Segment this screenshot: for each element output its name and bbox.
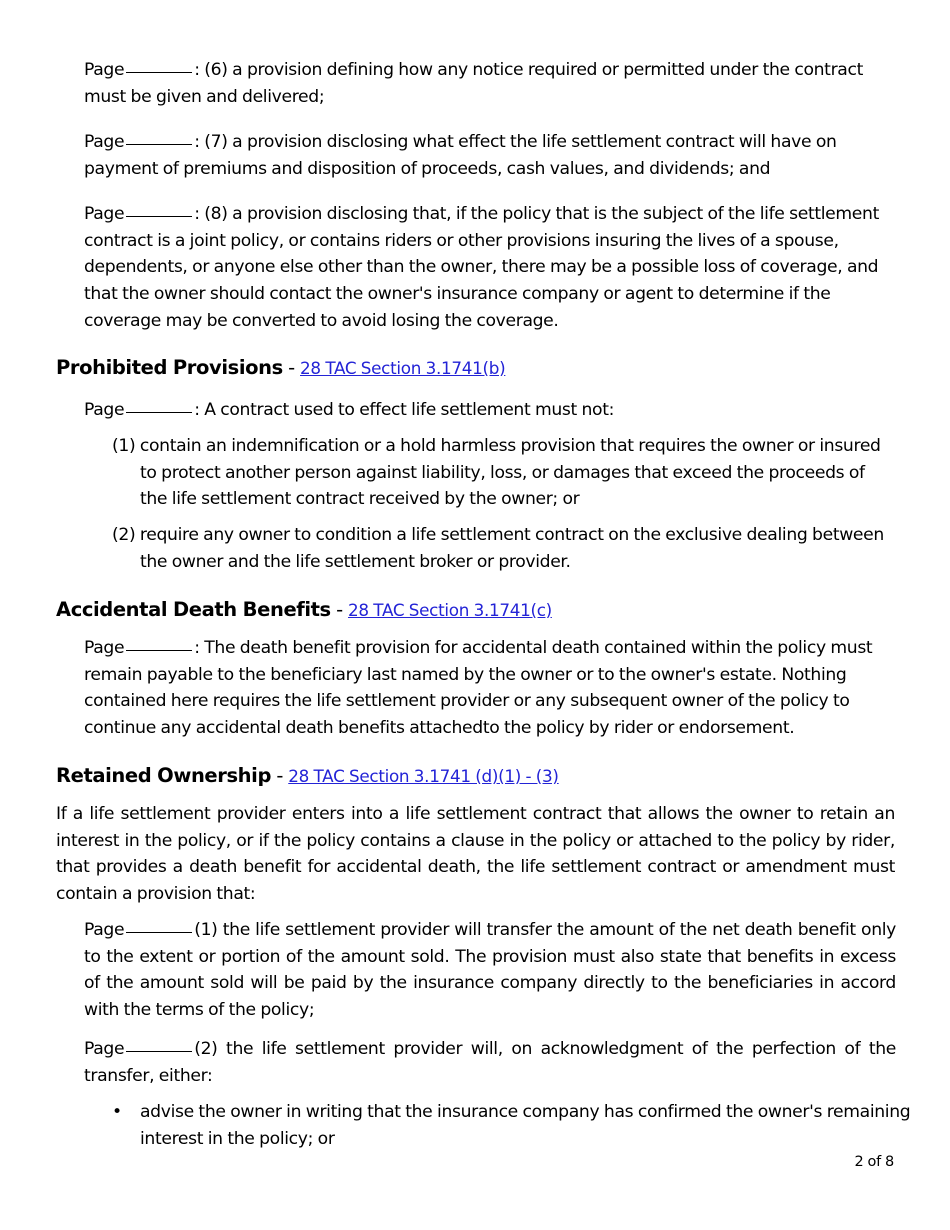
page-number: 2 of 8 [854, 1154, 894, 1170]
page-blank[interactable] [126, 411, 192, 413]
retained-intro: If a life settlement provider enters into a life settlement contract that allows the owner to retain an interest in the policy, or if the policy contains a clause in the policy or attached to the policy by rider, that provides a death benefit for accidental death, the life settlement contract or amendment must contain a provision that: [56, 804, 895, 905]
page-blank[interactable] [126, 649, 192, 651]
provision-item-6: Page : (6) a provision defining how any notice required or permitted under the contract must be given and delivered; [84, 60, 863, 107]
tac-link-retained[interactable]: 28 TAC Section 3.1741 (d)(1) - (3) [288, 766, 559, 786]
accidental-provision: Page : The death benefit provision for accidental death contained within the policy must remain payable to the beneficiary last named by the owner or to the owner's estate. Nothing contained here requires the life settlement provider or any subsequent owner of the policy to continue any accidental death benefits attachedto the policy by rider or endorsement. [84, 638, 873, 739]
prohibited-intro: Page : A contract used to effect life settlement must not: [84, 400, 615, 420]
retained-item-1: Page (1) the life settlement provider will transfer the amount of the net death benefit only to the extent or portion of the amount sold. The provision must also state that benefits in excess of the amount sold will be paid by the insurance company directly to the beneficiaries in accord with the terms of the policy; [84, 920, 896, 1021]
section-heading-retained: Retained Ownership - 28 TAC Section 3.1741 (d)(1) - (3) [56, 764, 559, 787]
provision-item-8: Page : (8) a provision disclosing that, if the policy that is the subject of the life settlement contract is a joint policy, or contains riders or other provisions insuring the lives of a spouse, dependents, or anyone else other than the owner, there may be a possible loss of coverage, and that the owner should contact the owner's insurance company or agent to determine if the coverage may be converted to avoid losing the coverage. [84, 204, 879, 331]
page-blank[interactable] [126, 71, 192, 73]
page-blank[interactable] [126, 143, 192, 145]
provision-item-7: Page : (7) a provision disclosing what effect the life settlement contract will have on payment of premiums and disposition of proceeds, cash values, and dividends; and [84, 132, 837, 179]
retained-item-2: Page (2) the life settlement provider will, on acknowledgment of the perfection of the transfer, either: [84, 1039, 896, 1086]
bullet-icon: • [112, 1102, 122, 1122]
prohibited-clause-2: (2) require any owner to condition a life settlement contract on the exclusive dealing between the owner and the life settlement broker or provider. [112, 525, 884, 572]
page-blank[interactable] [126, 1050, 192, 1052]
section-heading-accidental: Accidental Death Benefits - 28 TAC Section 3.1741(c) [56, 598, 552, 621]
page-blank[interactable] [126, 931, 192, 933]
tac-link-accidental[interactable]: 28 TAC Section 3.1741(c) [348, 600, 552, 620]
tac-link-prohibited[interactable]: 28 TAC Section 3.1741(b) [300, 358, 506, 378]
section-heading-prohibited: Prohibited Provisions - 28 TAC Section 3.1741(b) [56, 356, 506, 379]
page-blank[interactable] [126, 215, 192, 217]
list-item: • advise the owner in writing that the insurance company has confirmed the owner's remaining interest in the policy; or [112, 1099, 924, 1152]
prohibited-clause-1: (1) contain an indemnification or a hold harmless provision that requires the owner or insured to protect another person against liability, loss, or damages that exceed the proceeds of the life settlement contract received by the owner; or [112, 436, 881, 510]
